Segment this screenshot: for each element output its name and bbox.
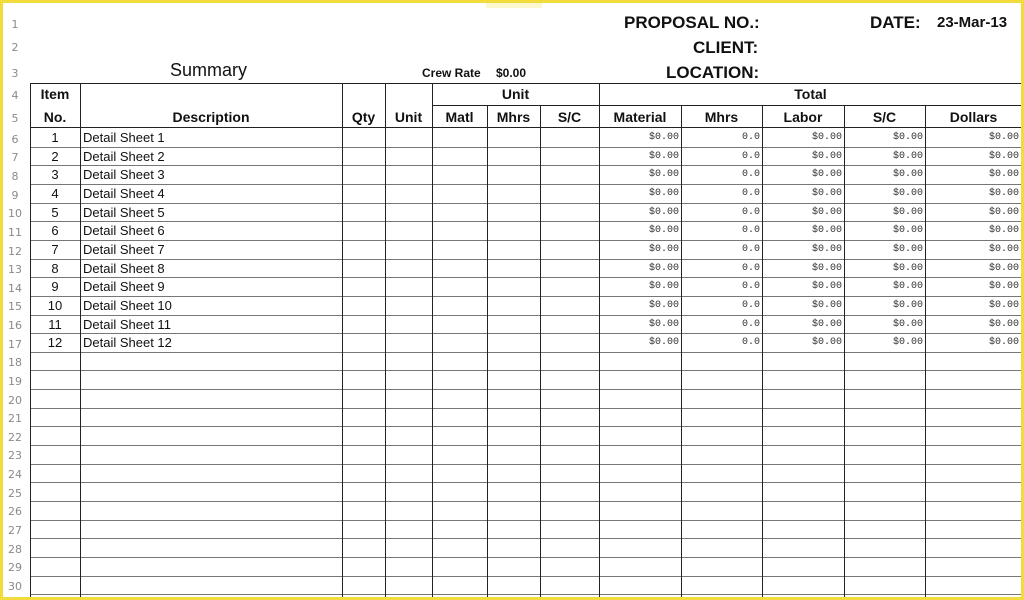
grid-line — [30, 296, 1022, 297]
item-number-cell[interactable]: 10 — [47, 298, 63, 313]
crew-rate-label: Crew Rate — [422, 66, 481, 80]
crew-rate-value[interactable]: $0.00 — [496, 66, 527, 80]
labor-cell[interactable]: $0.00 — [811, 281, 842, 292]
grid-line — [432, 83, 433, 598]
grid-line — [30, 389, 1022, 390]
row-number[interactable]: 1 — [11, 18, 19, 31]
labor-cell[interactable]: $0.00 — [811, 169, 842, 180]
summary-title: Summary — [170, 60, 248, 80]
dollars-cell[interactable]: $0.00 — [988, 169, 1019, 180]
material-cell[interactable]: $0.00 — [648, 151, 679, 162]
grid-line — [30, 482, 1022, 483]
row-number[interactable]: 5 — [11, 112, 19, 125]
description-cell[interactable]: Detail Sheet 6 — [83, 223, 165, 238]
grid-line — [30, 240, 1022, 241]
sc-cell[interactable]: $0.00 — [892, 151, 923, 162]
row-number[interactable]: 4 — [11, 89, 19, 102]
sc-cell[interactable]: $0.00 — [892, 132, 923, 143]
client-label: CLIENT: — [693, 38, 759, 57]
grid-line — [30, 426, 1022, 427]
row-number[interactable]: 9 — [11, 189, 19, 202]
labor-cell[interactable]: $0.00 — [811, 244, 842, 255]
sc-cell[interactable]: $0.00 — [892, 225, 923, 236]
item-number-cell[interactable]: 1 — [51, 130, 59, 145]
labor-cell[interactable]: $0.00 — [811, 207, 842, 218]
dollars-cell[interactable]: $0.00 — [988, 151, 1019, 162]
grid-line — [487, 105, 488, 598]
mhrs-cell[interactable]: 0.0 — [741, 244, 760, 255]
grid-line — [30, 203, 1022, 204]
item-number-cell[interactable]: 5 — [51, 205, 59, 220]
material-cell[interactable]: $0.00 — [648, 337, 679, 348]
row-number[interactable]: 3 — [11, 67, 19, 80]
dollars-cell[interactable]: $0.00 — [988, 337, 1019, 348]
grid-line — [30, 557, 1022, 558]
row-number[interactable]: 12 — [8, 245, 22, 258]
grid-line — [844, 105, 845, 598]
row-number[interactable]: 13 — [8, 263, 22, 276]
mhrs-cell[interactable]: 0.0 — [741, 169, 760, 180]
material-header: Material — [613, 109, 667, 125]
dollars-cell[interactable]: $0.00 — [988, 300, 1019, 311]
dollars-cell[interactable]: $0.00 — [988, 132, 1019, 143]
description-cell[interactable]: Detail Sheet 1 — [83, 130, 165, 145]
item-number-cell[interactable]: 8 — [51, 261, 59, 276]
description-cell[interactable]: Detail Sheet 9 — [83, 279, 165, 294]
row-number[interactable]: 15 — [8, 300, 22, 313]
material-cell[interactable]: $0.00 — [648, 300, 679, 311]
labor-cell[interactable]: $0.00 — [811, 188, 842, 199]
grid-line — [385, 83, 386, 598]
row-number[interactable]: 7 — [11, 151, 19, 164]
row-number[interactable]: 8 — [11, 170, 19, 183]
grid-line — [30, 352, 1022, 353]
material-cell[interactable]: $0.00 — [648, 263, 679, 274]
dollars-cell[interactable]: $0.00 — [988, 207, 1019, 218]
row-number[interactable]: 28 — [8, 543, 22, 556]
labor-header: Labor — [783, 109, 823, 125]
grid-line — [1022, 83, 1023, 598]
dollars-cell[interactable]: $0.00 — [988, 244, 1019, 255]
row-number[interactable]: 27 — [8, 524, 22, 537]
row-number[interactable]: 17 — [8, 338, 22, 351]
row-number[interactable]: 25 — [8, 487, 22, 500]
item-header-line2: No. — [43, 109, 67, 125]
item-number-cell[interactable]: 7 — [51, 242, 59, 257]
labor-cell[interactable]: $0.00 — [811, 337, 842, 348]
date-value[interactable]: 23-Mar-13 — [937, 14, 1008, 31]
sc-cell[interactable]: $0.00 — [892, 188, 923, 199]
grid-line — [30, 127, 1022, 128]
row-number[interactable]: 23 — [8, 449, 22, 462]
item-number-cell[interactable]: 6 — [51, 223, 59, 238]
dollars-cell[interactable]: $0.00 — [988, 281, 1019, 292]
row-number[interactable]: 6 — [11, 133, 19, 146]
labor-cell[interactable]: $0.00 — [811, 300, 842, 311]
item-header-line1: Item — [40, 86, 70, 102]
description-header: Description — [172, 109, 250, 125]
dollars-cell[interactable]: $0.00 — [988, 188, 1019, 199]
labor-cell[interactable]: $0.00 — [811, 263, 842, 274]
grid-line — [30, 445, 1022, 446]
dollars-cell[interactable]: $0.00 — [988, 263, 1019, 274]
row-number[interactable]: 19 — [8, 375, 22, 388]
mhrs-cell[interactable]: 0.0 — [741, 207, 760, 218]
total-mhrs-header: Mhrs — [704, 109, 739, 125]
unit-group-header: Unit — [501, 86, 530, 102]
sc-cell[interactable]: $0.00 — [892, 337, 923, 348]
grid-line — [30, 277, 1022, 278]
grid-line — [30, 408, 1022, 409]
row-number[interactable]: 21 — [8, 412, 22, 425]
material-cell[interactable]: $0.00 — [648, 281, 679, 292]
grid-line — [30, 333, 1022, 334]
date-label: DATE: — [870, 13, 921, 32]
row-number[interactable]: 11 — [8, 226, 22, 239]
sc-cell[interactable]: $0.00 — [892, 319, 923, 330]
item-number-cell[interactable]: 4 — [51, 186, 59, 201]
description-cell[interactable]: Detail Sheet 10 — [83, 298, 172, 313]
item-number-cell[interactable]: 11 — [48, 317, 62, 332]
mhrs-cell[interactable]: 0.0 — [741, 132, 760, 143]
labor-cell[interactable]: $0.00 — [811, 225, 842, 236]
proposal-no-label: PROPOSAL NO.: — [624, 13, 760, 32]
description-cell[interactable]: Detail Sheet 4 — [83, 186, 165, 201]
unit-sc-header: S/C — [557, 109, 582, 125]
labor-cell[interactable]: $0.00 — [811, 132, 842, 143]
description-cell[interactable]: Detail Sheet 5 — [83, 205, 165, 220]
row-number[interactable]: 18 — [8, 356, 22, 369]
row-number[interactable]: 26 — [8, 505, 22, 518]
top-band — [0, 0, 1024, 8]
material-cell[interactable]: $0.00 — [648, 188, 679, 199]
grid-line — [30, 501, 1022, 502]
matl-header: Matl — [445, 109, 474, 125]
description-cell[interactable]: Detail Sheet 2 — [83, 149, 165, 164]
dollars-header: Dollars — [949, 109, 998, 125]
labor-cell[interactable]: $0.00 — [811, 319, 842, 330]
sc-cell[interactable]: $0.00 — [892, 207, 923, 218]
grid-line — [30, 184, 1022, 185]
item-number-cell[interactable]: 9 — [51, 279, 59, 294]
row-number[interactable]: 24 — [8, 468, 22, 481]
row-number[interactable]: 30 — [8, 580, 22, 593]
mhrs-cell[interactable]: 0.0 — [741, 281, 760, 292]
mhrs-cell[interactable]: 0.0 — [741, 263, 760, 274]
description-cell[interactable]: Detail Sheet 7 — [83, 242, 165, 257]
mhrs-cell[interactable]: 0.0 — [741, 188, 760, 199]
grid-line — [599, 83, 600, 598]
sc-cell[interactable]: $0.00 — [892, 169, 923, 180]
grid-line — [30, 520, 1022, 521]
material-cell[interactable]: $0.00 — [648, 132, 679, 143]
sc-cell[interactable]: $0.00 — [892, 281, 923, 292]
grid-line — [30, 83, 1022, 84]
grid-line — [432, 105, 1022, 106]
mhrs-cell[interactable]: 0.0 — [741, 300, 760, 311]
unit-mhrs-header: Mhrs — [496, 109, 531, 125]
material-cell[interactable]: $0.00 — [648, 207, 679, 218]
description-cell[interactable]: Detail Sheet 12 — [83, 335, 172, 350]
mhrs-cell[interactable]: 0.0 — [741, 319, 760, 330]
mhrs-cell[interactable]: 0.0 — [741, 337, 760, 348]
grid-line — [925, 105, 926, 598]
grid-line — [30, 147, 1022, 148]
selected-cell-highlight — [486, 0, 542, 8]
item-number-cell[interactable]: 12 — [47, 335, 63, 350]
grid-line — [30, 370, 1022, 371]
grid-line — [30, 464, 1022, 465]
material-cell[interactable]: $0.00 — [648, 319, 679, 330]
row-number[interactable]: 14 — [8, 282, 22, 295]
grid-line — [681, 105, 682, 598]
description-cell[interactable]: Detail Sheet 11 — [83, 317, 171, 332]
dollars-cell[interactable]: $0.00 — [988, 225, 1019, 236]
grid-line — [30, 538, 1022, 539]
mhrs-cell[interactable]: 0.0 — [741, 225, 760, 236]
grid-line — [80, 83, 81, 598]
sc-cell[interactable]: $0.00 — [892, 244, 923, 255]
item-number-cell[interactable]: 2 — [51, 149, 59, 164]
total-group-header: Total — [794, 86, 827, 102]
item-number-cell[interactable]: 3 — [51, 167, 59, 182]
mhrs-cell[interactable]: 0.0 — [741, 151, 760, 162]
row-number[interactable]: 22 — [8, 431, 22, 444]
grid-line — [30, 259, 1022, 260]
unit-header: Unit — [394, 109, 423, 125]
material-cell[interactable]: $0.00 — [648, 244, 679, 255]
dollars-cell[interactable]: $0.00 — [988, 319, 1019, 330]
sc-cell[interactable]: $0.00 — [892, 300, 923, 311]
grid-line — [762, 105, 763, 598]
grid-line — [30, 315, 1022, 316]
sc-cell[interactable]: $0.00 — [892, 263, 923, 274]
grid-line — [30, 576, 1022, 577]
grid-line — [30, 165, 1022, 166]
grid-line — [540, 105, 541, 598]
location-label: LOCATION: — [666, 63, 760, 82]
grid-line — [30, 594, 1022, 595]
row-number[interactable]: 2 — [11, 41, 19, 54]
qty-header: Qty — [351, 109, 376, 125]
row-number[interactable]: 20 — [8, 394, 22, 407]
grid-line — [30, 221, 1022, 222]
row-number[interactable]: 10 — [8, 207, 22, 220]
labor-cell[interactable]: $0.00 — [811, 151, 842, 162]
row-number[interactable]: 16 — [8, 319, 22, 332]
description-cell[interactable]: Detail Sheet 8 — [83, 261, 165, 276]
row-number[interactable]: 29 — [8, 561, 22, 574]
material-cell[interactable]: $0.00 — [648, 169, 679, 180]
description-cell[interactable]: Detail Sheet 3 — [83, 167, 165, 182]
total-sc-header: S/C — [872, 109, 897, 125]
material-cell[interactable]: $0.00 — [648, 225, 679, 236]
grid-line — [342, 83, 343, 598]
